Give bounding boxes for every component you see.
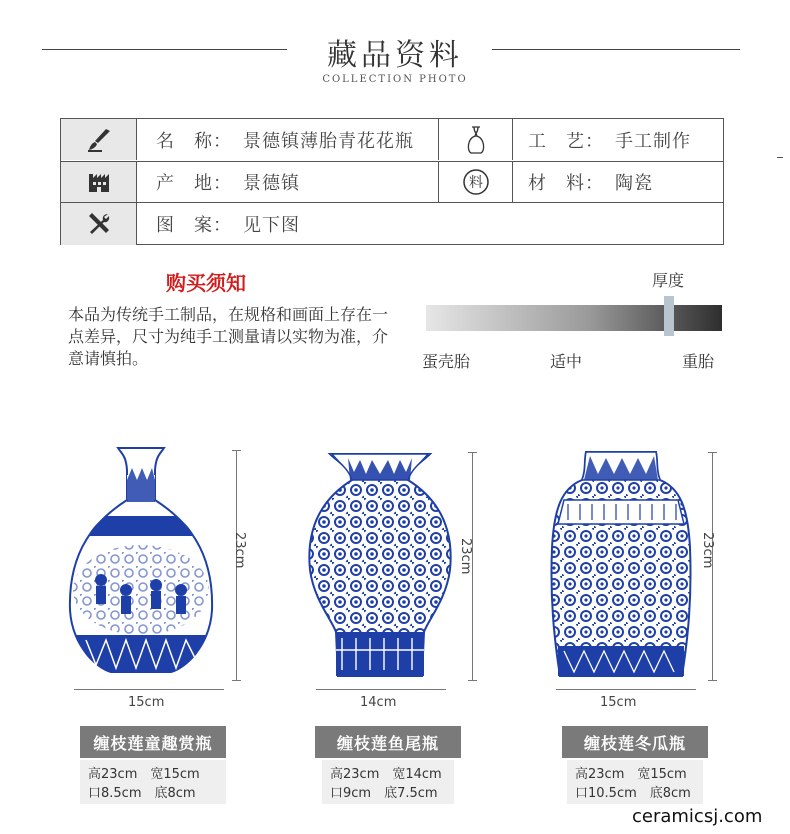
material-seal-char: 料 xyxy=(468,175,483,191)
vase3-height-label: 23cm xyxy=(700,532,715,569)
tools-icon xyxy=(61,203,137,245)
vase2-width-line xyxy=(316,689,446,690)
edge-tick xyxy=(777,157,783,158)
vase-image-2 xyxy=(300,450,460,682)
thickness-scale-heavy: 重胎 xyxy=(682,352,715,371)
vase3-spec-line1: 高23cm 宽15cm xyxy=(575,767,687,782)
info-craft-value: 手工制作 xyxy=(615,130,691,152)
vase1-name-plate: 缠枝莲童趣赏瓶 xyxy=(80,726,226,758)
vase1-width-label: 15cm xyxy=(128,695,165,710)
vase1-height-label: 23cm xyxy=(232,532,247,569)
vase1-width-line xyxy=(74,689,224,690)
thickness-scale-medium: 适中 xyxy=(550,352,583,371)
site-watermark: ceramicsj.com xyxy=(632,806,763,827)
section-title: 藏品资料 xyxy=(327,38,463,73)
info-name-value: 景德镇薄胎青花花瓶 xyxy=(243,130,414,152)
vase1-spec-box xyxy=(80,760,226,804)
vase2-height-cap-bottom xyxy=(468,680,477,681)
info-craft-label: 工 艺： xyxy=(528,130,604,152)
info-pattern-label: 图 案： xyxy=(156,215,232,236)
vase2-spec-line2: 口9cm 底7.5cm xyxy=(330,786,438,801)
info-origin-value: 景德镇 xyxy=(243,173,300,194)
factory-icon xyxy=(61,162,137,202)
material-seal-icon xyxy=(438,162,513,202)
vase-image-1 xyxy=(66,440,216,680)
vase3-spec-box xyxy=(567,760,703,804)
vase3-width-line xyxy=(556,689,696,690)
thickness-marker xyxy=(664,296,674,336)
info-pattern-value: 见下图 xyxy=(243,215,300,236)
info-origin-label: 产 地： xyxy=(156,173,232,194)
brush-icon xyxy=(61,119,137,160)
info-row-origin xyxy=(61,161,723,202)
vase3-height-cap-bottom xyxy=(708,680,717,681)
vase2-width-label: 14cm xyxy=(360,695,397,710)
thickness-scale-thin: 蛋壳胎 xyxy=(422,352,471,371)
vase3-height-cap-top xyxy=(708,452,717,453)
info-row-pattern xyxy=(61,202,723,245)
info-name-label: 名 称： xyxy=(156,130,232,152)
vase2-height-cap-top xyxy=(468,452,477,453)
vase2-height-label: 23cm xyxy=(458,538,473,575)
section-subtitle: COLLECTION PHOTO xyxy=(322,74,468,85)
thickness-gradient-bar xyxy=(426,305,722,331)
vase3-spec-line2: 口10.5cm 底8cm xyxy=(575,786,691,801)
vase3-name-plate: 缠枝莲冬瓜瓶 xyxy=(562,726,708,758)
product-info-table xyxy=(60,118,724,245)
info-material-label: 材 料： xyxy=(528,173,604,194)
vase1-spec-line2: 口8.5cm 底8cm xyxy=(88,786,196,801)
vase1-height-cap-bottom xyxy=(232,680,241,681)
vase2-name-plate: 缠枝莲鱼尾瓶 xyxy=(315,726,461,758)
info-row-name xyxy=(61,119,723,160)
vase2-spec-box xyxy=(322,760,454,804)
purchase-notice-title: 购买须知 xyxy=(166,271,246,295)
vase-outline-icon xyxy=(438,119,513,160)
vase-image-3 xyxy=(546,448,696,684)
thickness-label: 厚度 xyxy=(652,271,685,290)
vase2-spec-line1: 高23cm 宽14cm xyxy=(330,767,442,782)
vase1-height-cap-top xyxy=(232,450,241,451)
purchase-notice-body: 本品为传统手工制品，在规格和画面上存在一点差异，尺寸为纯手工测量请以实物为准，介意请慎拍。 xyxy=(68,305,389,368)
vase3-width-label: 15cm xyxy=(600,695,637,710)
info-material-value: 陶瓷 xyxy=(615,173,653,194)
vase1-spec-line1: 高23cm 宽15cm xyxy=(88,767,200,782)
